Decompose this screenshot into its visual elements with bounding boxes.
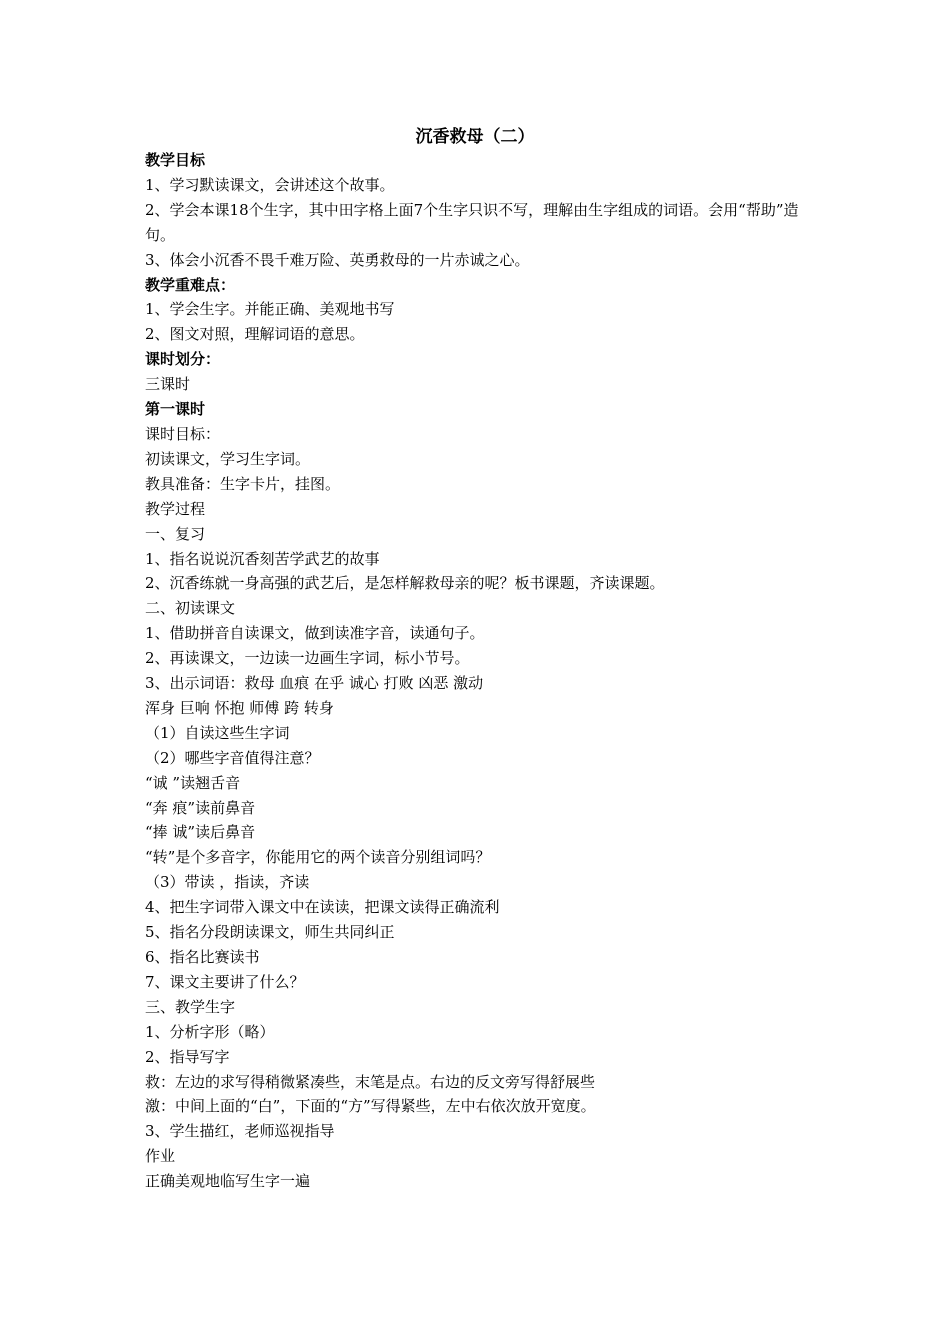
text-line: “转”是个多音字，你能用它的两个读音分别组词吗？ [145,848,491,867]
text-line: 2、沉香练就一身高强的武艺后，是怎样解救母亲的呢？板书课题，齐读课题。 [145,574,665,593]
text-line: 1、借助拼音自读课文，做到读准字音，读通句子。 [145,624,485,643]
text-line: 7、课文主要讲了什么？ [145,972,305,991]
section-heading: 教学目标 [145,151,206,169]
text-line: 教具准备：生字卡片，挂图。 [145,474,341,493]
text-line: 救：左边的求写得稍微紧凑些，末笔是点。右边的反文旁写得舒展些 [145,1072,596,1091]
text-line: 3、体会小沉香不畏千难万险、英勇救母的一片赤诚之心。 [145,250,530,269]
text-line: 初读课文，学习生字词。 [145,449,311,468]
text-line: （2）哪些字音值得注意？ [145,748,320,767]
text-line: 5、指名分段朗读课文，师生共同纠正 [145,923,395,942]
text-line: 3、学生描红，老师巡视指导 [145,1122,335,1141]
text-line: 2、指导写字 [145,1047,230,1066]
text-line: 1、分析字形（略） [145,1022,275,1041]
text-line: 1、学会生字。并能正确、美观地书写 [145,300,395,319]
text-line: 4、把生字词带入课文中在读读，把课文读得正确流利 [145,898,500,917]
text-line: 正确美观地临写生字一遍 [145,1172,311,1191]
text-line: 一、复习 [145,524,206,543]
text-line: （1）自读这些生字词 [145,723,290,742]
text-line: 作业 [145,1147,176,1166]
text-line: 二、初读课文 [145,599,236,618]
text-line: 课时目标： [145,424,221,443]
text-line: 三、教学生字 [145,997,236,1016]
text-line: 2、图文对照，理解词语的意思。 [145,325,365,344]
text-line: 1、学习默读课文，会讲述这个故事。 [145,175,395,194]
text-line: “奔 痕”读前鼻音 [145,798,256,817]
section-heading: 第一课时 [145,400,206,419]
section-heading: 教学重难点： [145,275,236,294]
document-title: 沉香救母（二） [415,127,535,147]
document-body [145,148,815,1194]
text-line: “捧 诚”读后鼻音 [145,823,256,842]
text-line: 1、指名说说沉香刻苦学武艺的故事 [145,549,380,568]
text-line: 浑身 巨响 怀抱 师傅 跨 转身 [145,698,334,717]
text-line: 3、出示词语：救母 血痕 在乎 诚心 打败 凶恶 激动 [145,674,484,693]
text-line: 教学过程 [145,499,206,518]
text-line: 三课时 [145,375,191,394]
text-line: 2、学会本课18个生字，其中田字格上面7个生字只识不写，理解由生字组成的词语。会用“帮助”造句。 [145,200,799,244]
text-line: 2、再读课文，一边读一边画生字词，标小节号。 [145,649,470,668]
text-line: 6、指名比赛读书 [145,948,260,966]
text-line: 激：中间上面的“白”，下面的“方”写得紧些，左中右依次放开宽度。 [145,1097,596,1116]
text-line: “诚 ”读翘舌音 [145,773,241,792]
text-line: （3）带读 ，指读，齐读 [145,873,310,892]
section-heading: 课时划分： [145,350,221,369]
